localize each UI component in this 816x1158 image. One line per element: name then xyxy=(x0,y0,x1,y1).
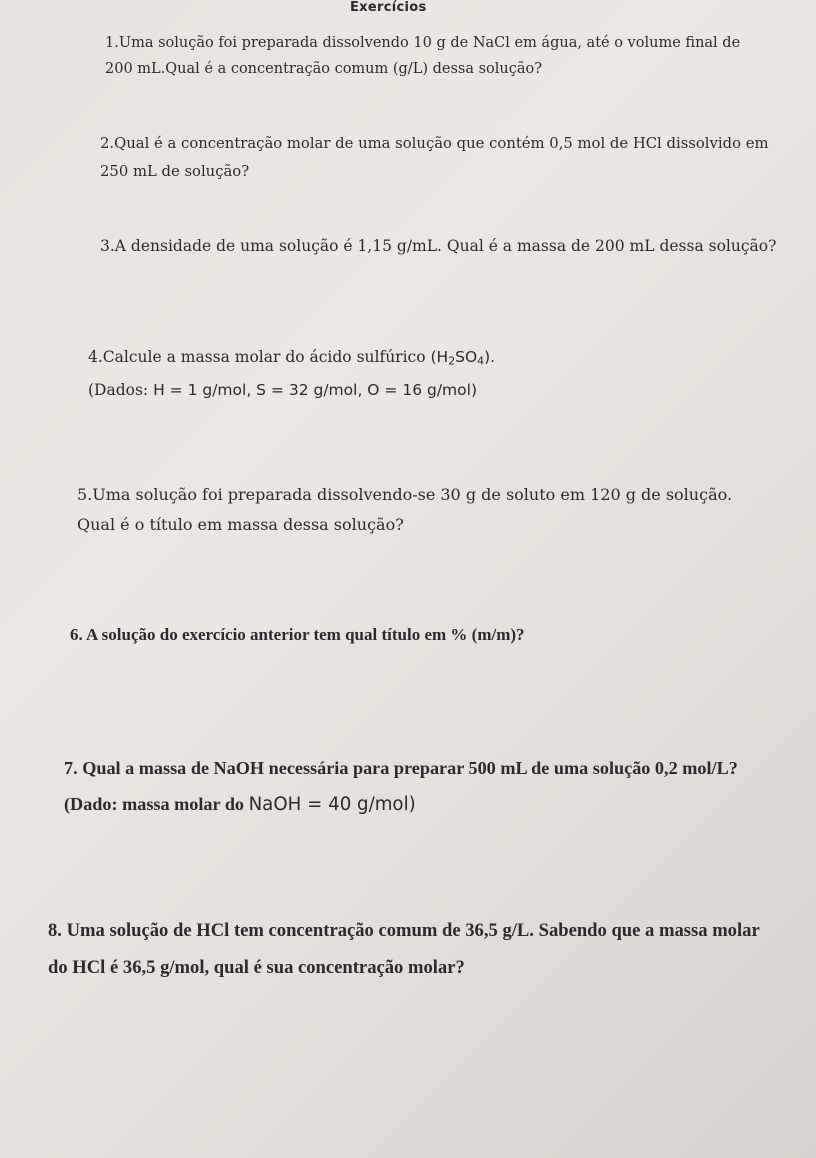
question-data-line: (Dado: massa molar do NaOH = 40 g/mol) xyxy=(64,794,416,815)
question-4 xyxy=(88,343,495,405)
data-values: H = 1 g/mol, S = 32 g/mol, O = 16 g/mol) xyxy=(153,380,477,399)
data-values: NaOH = 40 g/mol) xyxy=(248,794,416,815)
question-line: 4.Calcule a massa molar do ácido sulfúrico $(H_2SO_4)$. xyxy=(88,348,496,368)
question-number: 7. xyxy=(64,758,78,778)
question-number: 5. xyxy=(77,485,93,504)
question-line: 250 mL de solução? xyxy=(100,163,250,180)
question-5 xyxy=(77,480,732,540)
question-6 xyxy=(70,620,525,650)
question-line: do HCl é 36,5 g/mol, qual é sua concentração molar? xyxy=(48,957,465,978)
page-title: Exercícios xyxy=(350,0,427,15)
question-line: 5.Uma solução foi preparada dissolvendo-se 30 g de soluto em 120 g de solução. xyxy=(77,485,733,504)
chemical-formula: $(H_2SO_4)$. xyxy=(430,348,496,368)
question-number: 3. xyxy=(100,237,115,255)
question-number: 2. xyxy=(100,135,115,152)
question-line: 8. Uma solução de HCl tem concentração comum de 36,5 g/L. Sabendo que a massa molar xyxy=(48,920,760,941)
question-line: 7. Qual a massa de NaOH necessária para preparar 500 mL de uma solução 0,2 mol/L? xyxy=(64,758,738,778)
question-number: 1. xyxy=(105,35,119,51)
question-2 xyxy=(100,130,769,186)
question-data-line: (Dados: H = 1 g/mol, S = 32 g/mol, O = 16 g/mol) xyxy=(88,380,477,399)
question-line: Qual é o título em massa dessa solução? xyxy=(77,515,404,534)
question-number: 6. xyxy=(70,625,83,644)
question-number: 4. xyxy=(88,348,103,366)
question-8 xyxy=(48,912,760,986)
question-7 xyxy=(64,750,738,823)
question-line: 6. A solução do exercício anterior tem qual título em % (m/m)? xyxy=(70,625,525,644)
question-3 xyxy=(100,232,776,260)
question-line: 2.Qual é a concentração molar de uma solução que contém 0,5 mol de HCl dissolvido em xyxy=(100,135,769,152)
question-line: 1.Uma solução foi preparada dissolvendo 10 g de NaCl em água, até o volume final de xyxy=(105,35,741,51)
question-number: 8. xyxy=(48,920,62,941)
question-1 xyxy=(105,30,740,82)
question-line: 3.A densidade de uma solução é 1,15 g/mL. Qual é a massa de 200 mL dessa solução? xyxy=(100,237,777,255)
question-line: 200 mL.Qual é a concentração comum (g/L) dessa solução? xyxy=(105,61,543,77)
